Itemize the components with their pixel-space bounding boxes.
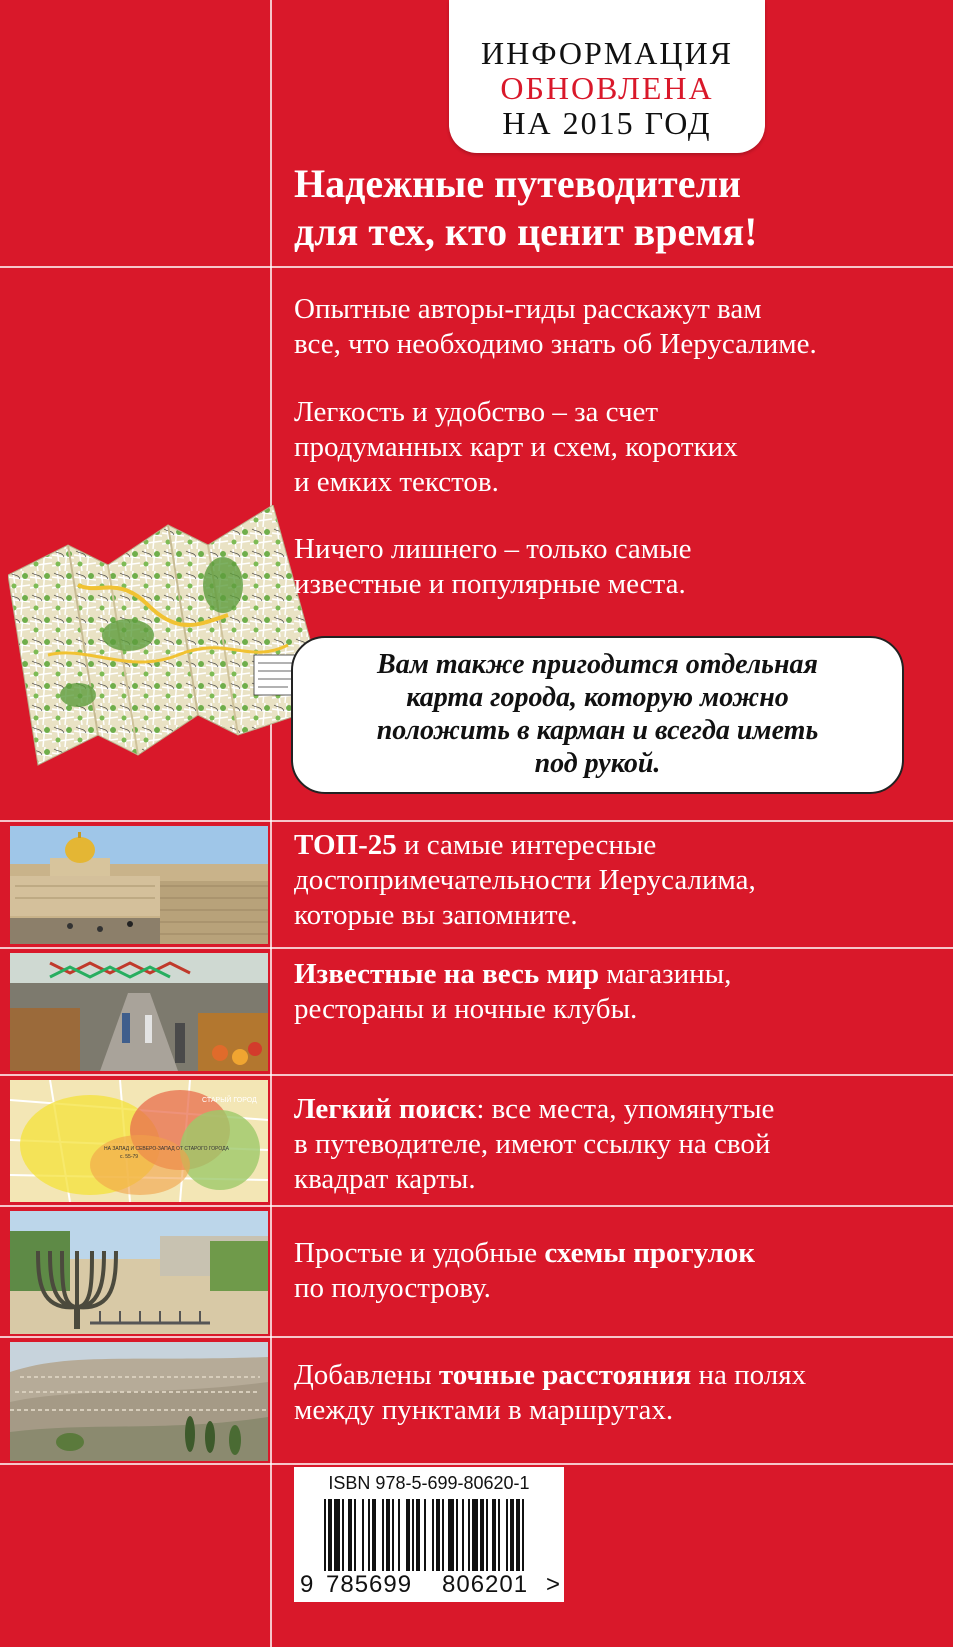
barcode-digit-end: > — [546, 1571, 562, 1598]
market-image-icon — [10, 953, 268, 1071]
barcode-bar — [372, 1499, 376, 1571]
horizontal-divider — [0, 266, 953, 268]
barcode-digit-group: 785699 — [326, 1571, 413, 1598]
paragraph-line: и емких текстов. — [294, 466, 499, 498]
barcode-bar — [448, 1499, 454, 1571]
map-callout-bubble — [291, 636, 904, 794]
update-badge — [449, 0, 765, 153]
vertical-divider — [270, 0, 272, 1647]
feature-text: : все места, упомянутые — [476, 1093, 775, 1125]
horizontal-divider — [0, 1463, 953, 1465]
barcode-bar — [334, 1499, 340, 1571]
barcode-bar — [492, 1499, 496, 1571]
badge-line-3: НА 2015 ГОД — [502, 105, 712, 141]
map-label-pages: с. 55-79 — [120, 1154, 139, 1160]
horizontal-divider — [0, 1074, 953, 1076]
feature-line: которые вы запомните. — [294, 899, 578, 931]
map-label-old-city: СТАРЫЙ ГОРОД — [202, 1097, 257, 1104]
barcode-digit-group: 806201 — [442, 1571, 529, 1598]
feature-text: Простые и удобные — [294, 1237, 545, 1269]
barcode-digit-first: 9 — [300, 1571, 315, 1598]
barcode-bar — [424, 1499, 426, 1571]
headline-line-2: для тех, кто ценит время! — [294, 209, 758, 254]
feature-line: в путеводителе, имеют ссылку на свой — [294, 1128, 771, 1160]
photo-menorah — [10, 1211, 268, 1334]
city-panorama-image-icon — [10, 1342, 268, 1461]
barcode-bar — [442, 1499, 444, 1571]
barcode-bar — [486, 1499, 488, 1571]
photo-western-wall — [10, 826, 268, 944]
barcode-bar — [342, 1499, 344, 1571]
barcode-bar — [412, 1499, 414, 1571]
feature-line: квадрат карты. — [294, 1163, 476, 1195]
feature-text: Добавлены — [294, 1359, 439, 1391]
feature-text: магазины, — [599, 958, 732, 990]
isbn-text: ISBN 978-5-699-80620-1 — [328, 1473, 530, 1493]
barcode-bar — [382, 1499, 384, 1571]
paragraph-line: Легкость и удобство – за счет — [294, 396, 659, 428]
horizontal-divider — [0, 1205, 953, 1207]
headline-line-1: Надежные путеводители — [294, 161, 741, 206]
barcode-bar — [436, 1499, 440, 1571]
feature-line: по полуострову. — [294, 1272, 491, 1304]
folded-map-illustration — [8, 505, 328, 785]
map-icon — [8, 505, 328, 785]
badge-line-1: ИНФОРМАЦИЯ — [481, 35, 733, 71]
barcode-bar — [522, 1499, 524, 1571]
intro-paragraph-1 — [294, 292, 934, 362]
barcode-bar — [516, 1499, 520, 1571]
barcode-bar — [480, 1499, 484, 1571]
feature-bold: точные расстояния — [438, 1359, 692, 1391]
feature-bold: схемы прогулок — [544, 1237, 755, 1269]
paragraph-line: продуманных карт и схем, коротких — [294, 431, 738, 463]
bubble-line: Вам также пригодится отдельная — [377, 649, 818, 680]
barcode-bar — [468, 1499, 470, 1571]
horizontal-divider — [0, 947, 953, 949]
feature-search — [294, 1092, 934, 1197]
barcode-bar — [406, 1499, 410, 1571]
barcode-bar — [510, 1499, 514, 1571]
barcode-bar — [462, 1499, 464, 1571]
intro-paragraph-2 — [294, 395, 934, 500]
barcode-bar — [498, 1499, 500, 1571]
district-map-icon — [10, 1080, 268, 1202]
barcode-bar — [354, 1499, 356, 1571]
feature-bold: Известные на весь мир — [294, 958, 600, 990]
paragraph-line: Ничего лишнего – только самые — [294, 533, 692, 565]
photo-market — [10, 953, 268, 1071]
paragraph-line: известные и популярные места. — [294, 568, 686, 600]
horizontal-divider — [0, 820, 953, 822]
paragraph-line: Опытные авторы-гиды расскажут вам — [294, 293, 762, 325]
barcode-bar — [398, 1499, 400, 1571]
barcode-bar — [472, 1499, 478, 1571]
barcode-bar — [456, 1499, 458, 1571]
map-label-north-west: НА ЗАПАД И СЕВЕРО-ЗАПАД ОТ СТАРОГО ГОРОДА — [104, 1146, 229, 1152]
photo-city-panorama — [10, 1342, 268, 1461]
bubble-line: под рукой. — [534, 748, 661, 779]
barcode-bar — [362, 1499, 364, 1571]
feature-bold: Легкий поиск — [294, 1093, 477, 1125]
barcode-icon — [302, 1499, 556, 1571]
paragraph-line: все, что необходимо знать об Иерусалиме. — [294, 328, 817, 360]
feature-walks — [294, 1236, 934, 1306]
feature-line: достопримечательности Иерусалима, — [294, 864, 756, 896]
barcode-bar — [392, 1499, 394, 1571]
barcode-bar — [348, 1499, 352, 1571]
feature-distances — [294, 1358, 934, 1428]
feature-shops — [294, 957, 934, 1027]
feature-top25 — [294, 828, 934, 933]
barcode-bar — [386, 1499, 390, 1571]
feature-text: на полях — [691, 1359, 807, 1391]
barcode-bar — [328, 1499, 332, 1571]
feature-line: рестораны и ночные клубы. — [294, 993, 638, 1025]
barcode-bar — [506, 1499, 508, 1571]
feature-bold: ТОП-25 — [294, 829, 397, 861]
photo-district-map — [10, 1080, 268, 1202]
barcode-bar — [432, 1499, 434, 1571]
western-wall-image-icon — [10, 826, 268, 944]
headline — [294, 160, 934, 256]
horizontal-divider — [0, 1336, 953, 1338]
menorah-image-icon — [10, 1211, 268, 1334]
badge-line-2: ОБНОВЛЕНА — [500, 70, 714, 106]
bubble-line: положить в карман и всегда иметь — [376, 715, 819, 746]
feature-text: и самые интересные — [396, 829, 657, 861]
isbn-barcode — [294, 1467, 564, 1602]
barcode-bar — [368, 1499, 370, 1571]
barcode-bar — [324, 1499, 326, 1571]
feature-line: между пунктами в маршрутах. — [294, 1394, 674, 1426]
intro-paragraph-3 — [294, 532, 934, 602]
barcode-bar — [416, 1499, 420, 1571]
bubble-line: карта города, которую можно — [406, 682, 789, 713]
